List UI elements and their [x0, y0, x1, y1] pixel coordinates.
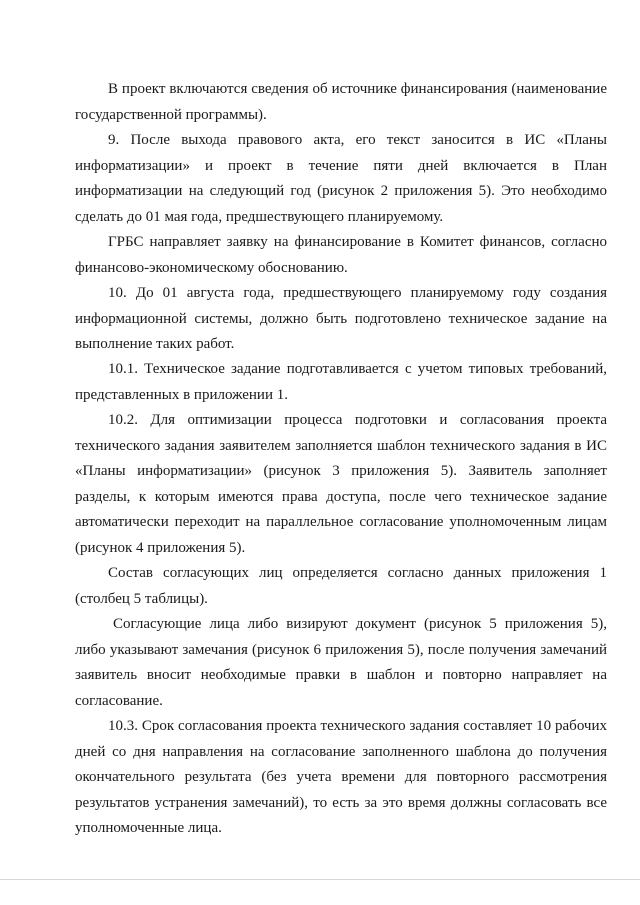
paragraph-item-10-3: 10.3. Срок согласования проекта технического задания составляет 10 рабочих дней со дня направления на согласование заполненного шаблона до получения окончательного результата (без учета времени для повторного рассмотрения результатов устранения замечаний), то есть за это время должны согласовать все уполномоченные лица. — [75, 718, 607, 836]
paragraph-item-10-2: 10.2. Для оптимизации процесса подготовки и согласования проекта технического задания заявителем заполняется шаблон технического задания в ИС «Планы информатизации» (рисунок 3 приложения 5). Заявитель заполняет разделы, к которым имеются права доступа, после чего техническое задание автоматически переходит на параллельное согласование уполномоченным лицам (рисунок 4 приложения 5). — [75, 412, 607, 556]
paragraph-approvers-list: Состав согласующих лиц определяется согласно данных приложения 1 (столбец 5 таблицы). — [75, 565, 607, 607]
page-bottom-divider — [0, 879, 640, 880]
paragraph-funding-source: В проект включаются сведения об источнике финансирования (наименование государственной программы). — [75, 81, 607, 123]
paragraph-grbs-request: ГРБС направляет заявку на финансирование в Комитет финансов, согласно финансово-экономическому обоснованию. — [75, 234, 607, 276]
paragraph-item-10: 10. До 01 августа года, предшествующего планируемому году создания информационной системы, должно быть подготовлено техническое задание на выполнение таких работ. — [75, 285, 607, 352]
paragraph-item-10-1: 10.1. Техническое задание подготавливается с учетом типовых требований, представленных в приложении 1. — [75, 361, 607, 403]
paragraph-item-9: 9. После выхода правового акта, его текст заносится в ИС «Планы информатизации» и проект в течение пяти дней включается в План информатизации на следующий год (рисунок 2 приложения 5). Это необходимо сделать до 01 мая года, предшествующего планируемому. — [75, 132, 607, 225]
paragraph-approvers-actions: Согласующие лица либо визируют документ (рисунок 5 приложения 5), либо указывают замечания (рисунок 6 приложения 5), после получения замечаний заявитель вносит необходимые правки в шаблон и повторно направляет на согласование. — [75, 616, 607, 709]
